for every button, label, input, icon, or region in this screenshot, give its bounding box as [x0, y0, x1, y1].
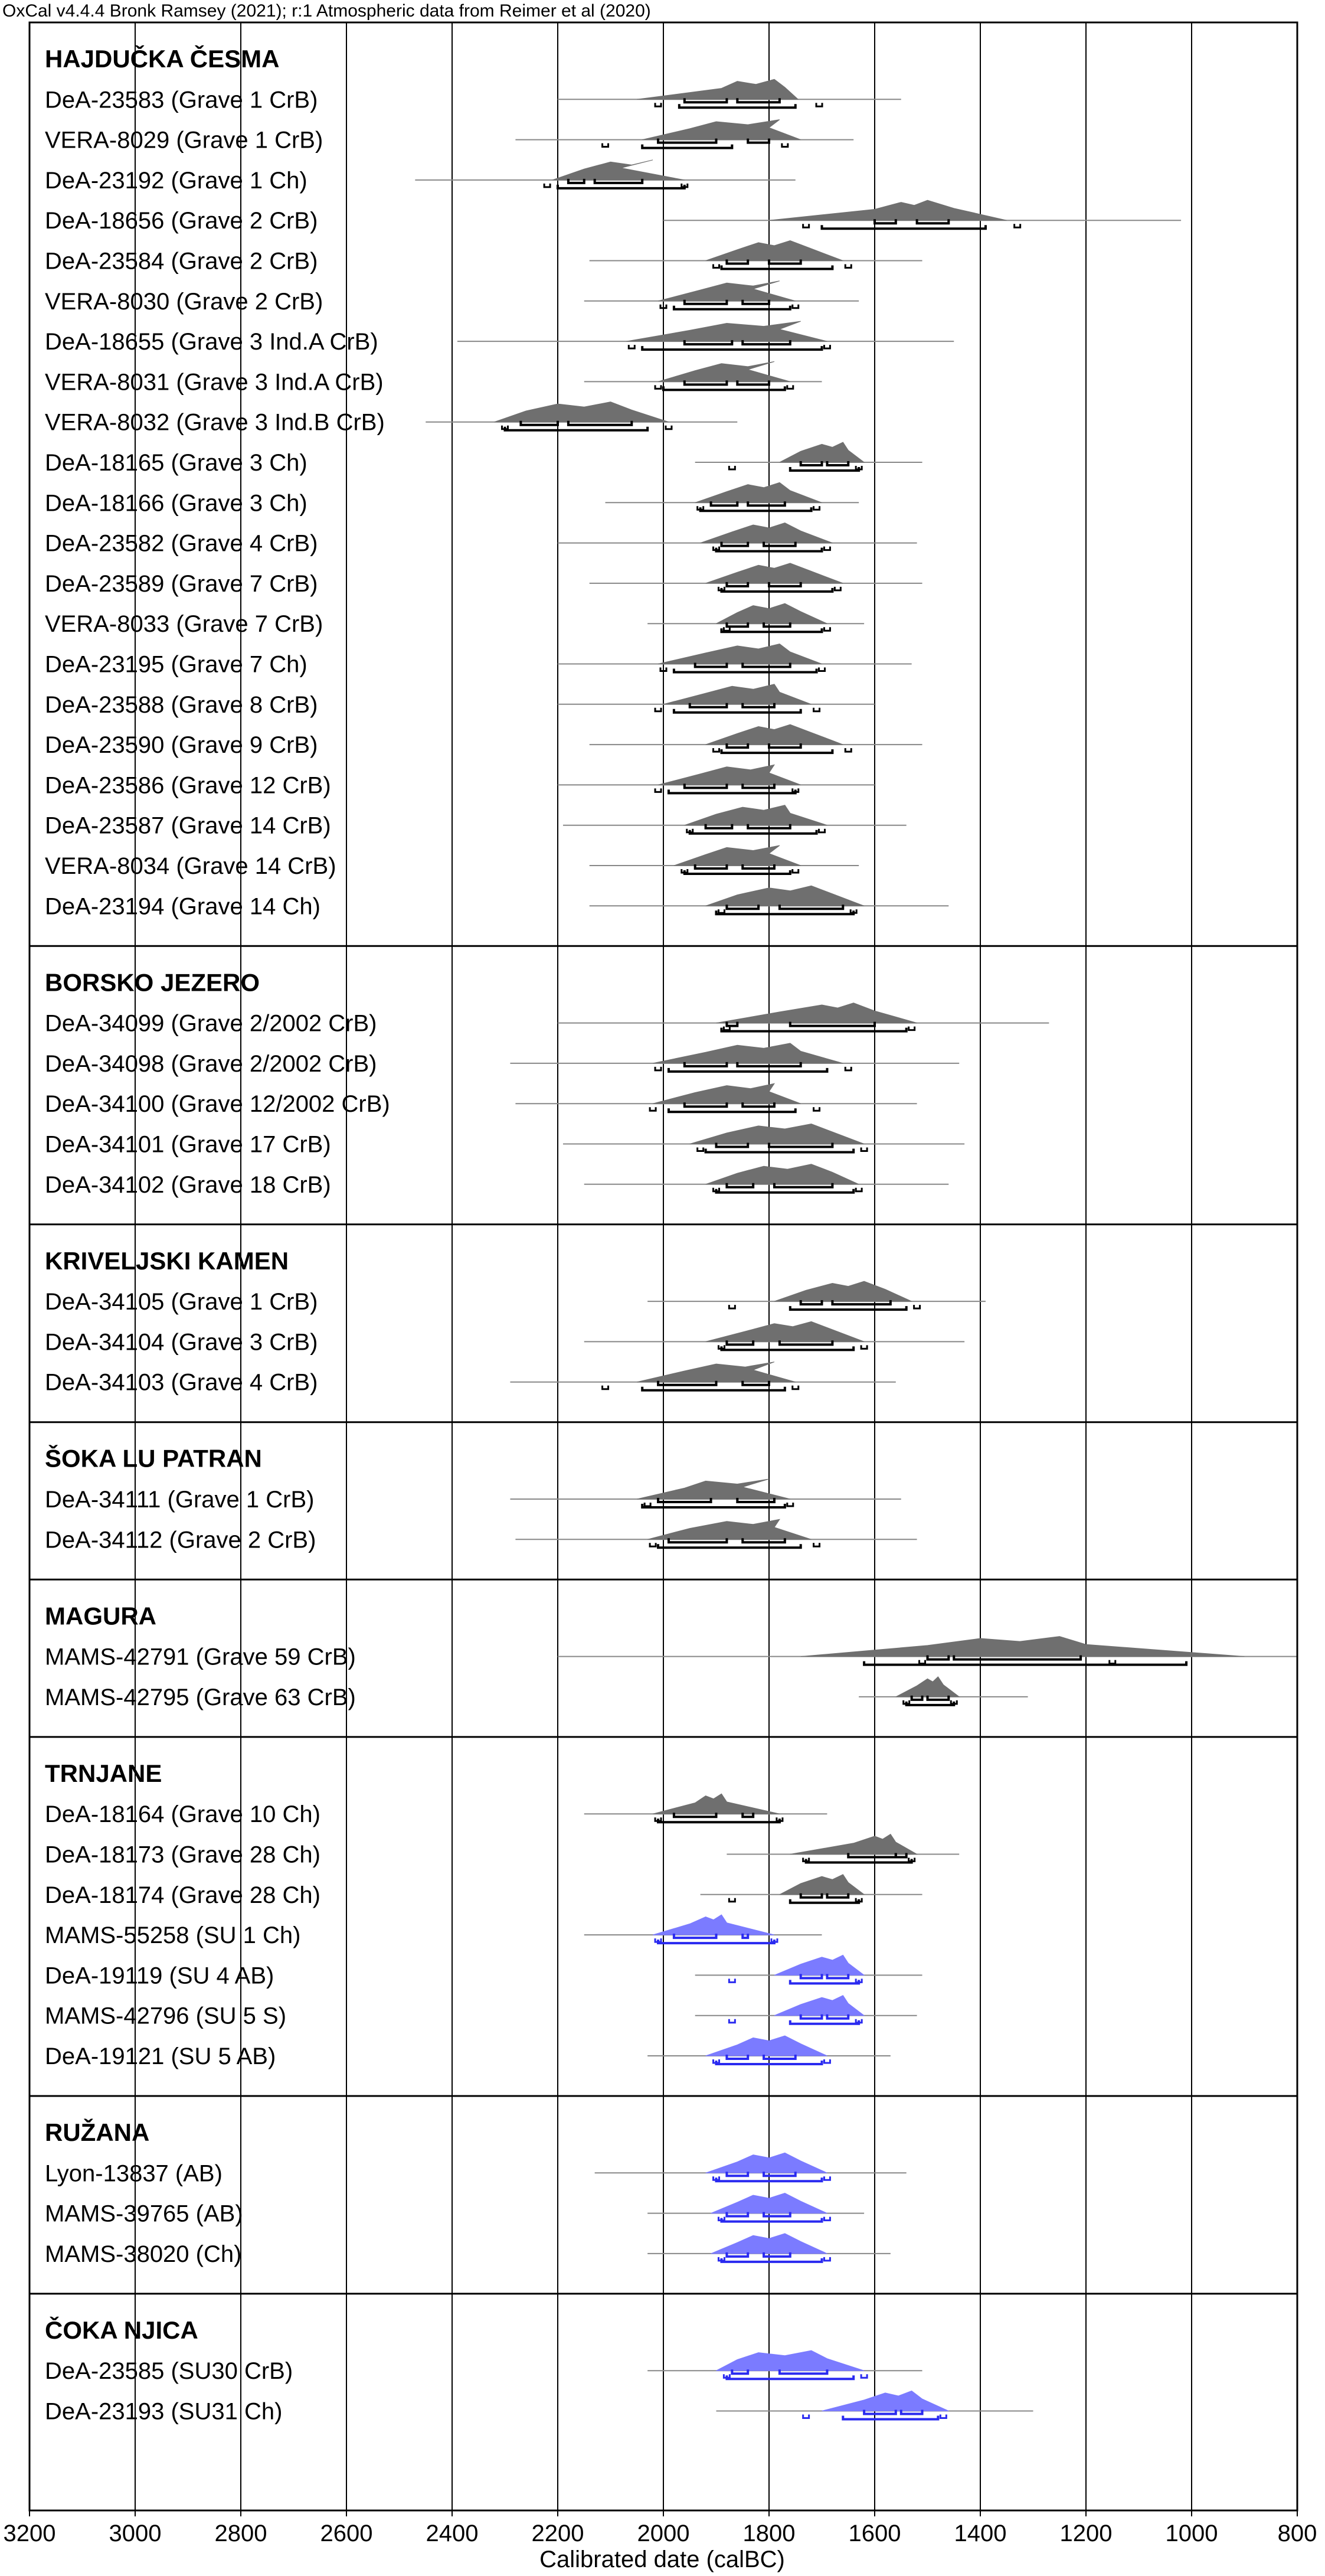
row-label: VERA-8031 (Grave 3 Ind.A CrB) — [45, 369, 384, 396]
row-label: DeA-18173 (Grave 28 Ch) — [45, 1842, 320, 1868]
range-95 — [669, 789, 796, 793]
probability-distribution — [706, 563, 843, 583]
probability-distribution — [658, 765, 801, 785]
probability-distribution — [658, 281, 796, 301]
range-segment — [729, 1978, 735, 1982]
probability-distribution — [658, 361, 790, 381]
probability-distribution — [822, 2391, 949, 2411]
range-segment — [714, 265, 719, 268]
row-label: DeA-34101 (Grave 17 CrB) — [45, 1131, 331, 1158]
probability-distribution — [552, 160, 685, 180]
row-label: DeA-34105 (Grave 1 CrB) — [45, 1289, 318, 1315]
range-segment — [782, 143, 788, 147]
probability-distribution — [653, 1083, 801, 1103]
range-95 — [679, 104, 796, 107]
range-segment — [603, 1386, 608, 1389]
row-label: DeA-23583 (Grave 1 CrB) — [45, 87, 318, 113]
row-label: VERA-8029 (Grave 1 CrB) — [45, 127, 323, 154]
row-label: DeA-23195 (Grave 7 Ch) — [45, 651, 307, 678]
range-95 — [674, 709, 801, 713]
range-segment — [835, 587, 840, 590]
range-95 — [721, 266, 832, 269]
range-segment — [824, 2257, 830, 2261]
plot-rows — [45, 44, 1297, 2425]
range-segment — [729, 2019, 735, 2023]
range-95 — [642, 346, 822, 350]
range-segment — [1015, 224, 1020, 227]
range-segment — [787, 1503, 793, 1506]
range-segment — [629, 345, 634, 348]
range-segment — [909, 1027, 915, 1030]
range-segment — [655, 103, 661, 106]
range-95 — [721, 1346, 853, 1350]
range-95 — [685, 870, 790, 874]
range-segment — [729, 1898, 735, 1902]
range-segment — [1110, 1660, 1115, 1664]
range-95 — [717, 1189, 854, 1193]
probability-distribution — [706, 241, 843, 261]
probability-distribution — [706, 1164, 859, 1184]
row-label: DeA-23584 (Grave 2 CrB) — [45, 248, 318, 275]
probability-distribution — [647, 1519, 811, 1539]
x-tick-label: 2200 — [531, 2521, 584, 2546]
row-label: MAMS-39765 (AB) — [45, 2200, 243, 2227]
range-95 — [674, 306, 790, 309]
range-95 — [721, 749, 832, 753]
range-95 — [721, 2258, 822, 2262]
range-segment — [793, 305, 799, 308]
row-label: DeA-18164 (Grave 10 Ch) — [45, 1801, 320, 1828]
probability-distribution — [701, 523, 833, 543]
range-segment — [544, 184, 550, 187]
probability-distribution — [495, 402, 669, 422]
probability-distribution — [637, 79, 798, 99]
probability-distribution — [653, 1915, 774, 1935]
range-95 — [790, 1980, 859, 1983]
range-segment — [856, 1188, 862, 1191]
range-95 — [721, 588, 832, 592]
probability-distribution — [695, 482, 822, 502]
range-segment — [655, 1067, 661, 1070]
range-95 — [806, 1859, 912, 1863]
row-label: MAMS-42796 (SU 5 S) — [45, 2003, 287, 2029]
x-tick-label: 3200 — [3, 2521, 56, 2546]
probability-distribution — [690, 1124, 864, 1144]
range-95 — [717, 910, 854, 914]
probability-distribution — [653, 1794, 780, 1814]
probability-distribution — [774, 1281, 912, 1301]
range-95 — [658, 1544, 801, 1547]
row-label: DeA-23587 (Grave 14 CrB) — [45, 812, 331, 839]
range-segment — [603, 143, 608, 147]
range-95 — [721, 1028, 906, 1031]
range-95 — [669, 1108, 796, 1112]
range-95 — [721, 2218, 822, 2222]
range-segment — [814, 506, 820, 510]
range-95 — [558, 185, 685, 188]
x-tick-label: 1200 — [1059, 2521, 1113, 2546]
range-segment — [650, 1107, 656, 1111]
row-label: DeA-23588 (Grave 8 CrB) — [45, 691, 318, 718]
x-tick-label: 1600 — [848, 2521, 901, 2546]
range-segment — [814, 1107, 820, 1111]
row-label: VERA-8032 (Grave 3 Ind.B CrB) — [45, 409, 385, 436]
x-tick-label: 1400 — [954, 2521, 1007, 2546]
x-axis — [4, 2510, 1317, 2546]
range-segment — [861, 1345, 867, 1349]
row-label: DeA-18174 (Grave 28 Ch) — [45, 1882, 320, 1908]
group-title: BORSKO JEZERO — [45, 968, 260, 997]
probability-distribution — [637, 1479, 790, 1499]
row-label: DeA-18166 (Grave 3 Ch) — [45, 490, 307, 517]
x-tick-label: 2000 — [637, 2521, 690, 2546]
range-segment — [655, 788, 661, 792]
probability-distribution — [658, 644, 822, 664]
range-segment — [819, 829, 825, 832]
row-label: VERA-8030 (Grave 2 CrB) — [45, 288, 323, 315]
range-segment — [650, 1543, 656, 1546]
range-segment — [793, 1386, 799, 1389]
range-segment — [920, 1660, 925, 1664]
range-95 — [505, 427, 648, 430]
range-segment — [824, 2059, 830, 2063]
row-label: DeA-23192 (Grave 1 Ch) — [45, 167, 307, 194]
range-segment — [718, 909, 724, 913]
range-segment — [803, 224, 809, 227]
range-95 — [790, 467, 859, 471]
x-axis-title: Calibrated date (calBC) — [539, 2546, 785, 2572]
range-segment — [824, 2176, 830, 2180]
range-segment — [787, 385, 793, 388]
chart-header: OxCal v4.4.4 Bronk Ramsey (2021); r:1 Atmospheric data from Reimer et al (2020) — [2, 1, 651, 21]
range-95 — [907, 1702, 954, 1705]
range-95 — [822, 225, 986, 228]
probability-distribution — [706, 886, 865, 906]
range-segment — [824, 547, 830, 550]
range-segment — [814, 708, 820, 711]
x-tick-label: 2800 — [214, 2521, 267, 2546]
group-title: KRIVELJSKI KAMEN — [45, 1246, 289, 1275]
range-95 — [658, 1818, 780, 1822]
probability-distribution — [642, 120, 801, 140]
range-segment — [824, 627, 830, 631]
row-label: DeA-18655 (Grave 3 Ind.A CrB) — [45, 329, 378, 355]
row-label: MAMS-42795 (Grave 63 CrB) — [45, 1684, 356, 1710]
probability-distribution — [706, 2153, 827, 2173]
range-segment — [845, 1067, 851, 1070]
range-95 — [690, 830, 817, 834]
range-segment — [803, 2415, 809, 2418]
range-segment — [845, 748, 851, 752]
group-title: HAJDUČKA ČESMA — [45, 45, 280, 73]
x-tick-label: 800 — [1277, 2521, 1317, 2546]
row-label: Lyon-13837 (AB) — [45, 2160, 223, 2187]
range-95 — [642, 145, 732, 148]
range-segment — [655, 385, 661, 388]
range-segment — [644, 1503, 650, 1506]
probability-distribution — [637, 1362, 796, 1382]
range-segment — [819, 668, 825, 671]
range-segment — [793, 869, 799, 873]
range-95 — [721, 628, 822, 632]
probability-distribution — [790, 1834, 917, 1855]
row-label: DeA-19121 (SU 5 AB) — [45, 2043, 276, 2069]
row-label: MAMS-38020 (Ch) — [45, 2241, 242, 2267]
probability-distribution — [774, 1955, 864, 1975]
probability-distribution — [769, 200, 1007, 220]
row-label: VERA-8033 (Grave 7 CrB) — [45, 611, 323, 638]
probability-distribution — [717, 603, 827, 623]
range-segment — [814, 1543, 820, 1546]
row-label: DeA-34112 (Grave 2 CrB) — [45, 1527, 316, 1553]
range-95 — [663, 386, 785, 390]
row-label: DeA-23193 (SU31 Ch) — [45, 2398, 283, 2425]
probability-distribution — [706, 724, 843, 745]
row-label: DeA-34100 (Grave 12/2002 CrB) — [45, 1091, 390, 1118]
range-segment — [861, 2374, 867, 2378]
range-segment — [666, 426, 672, 429]
probability-distribution — [896, 1677, 959, 1697]
x-tick-label: 2400 — [426, 2521, 479, 2546]
row-label: DeA-34104 (Grave 3 CrB) — [45, 1329, 318, 1356]
range-segment — [698, 1148, 704, 1151]
range-segment — [714, 748, 719, 752]
range-segment — [655, 708, 661, 711]
range-95 — [790, 2020, 859, 2024]
row-label: DeA-18656 (Grave 2 CrB) — [45, 208, 318, 234]
range-segment — [816, 103, 822, 106]
row-label: DeA-23194 (Grave 14 Ch) — [45, 893, 320, 920]
range-95 — [727, 2375, 853, 2379]
x-tick-label: 1800 — [742, 2521, 796, 2546]
range-segment — [845, 265, 851, 268]
row-label: DeA-23589 (Grave 7 CrB) — [45, 570, 318, 597]
probability-distribution — [780, 442, 864, 462]
group-title: TRNJANE — [45, 1759, 162, 1787]
x-tick-label: 3000 — [109, 2521, 162, 2546]
range-segment — [729, 1305, 735, 1308]
probability-distribution — [717, 2350, 865, 2371]
row-label: DeA-34102 (Grave 18 CrB) — [45, 1171, 331, 1198]
range-95 — [790, 1899, 859, 1903]
probability-distribution — [706, 2036, 827, 2056]
row-label: DeA-23586 (Grave 12 CrB) — [45, 772, 331, 799]
range-95 — [706, 1149, 854, 1152]
row-label: DeA-19119 (SU 4 AB) — [45, 1963, 274, 1989]
row-label: DeA-23585 (SU30 CrB) — [45, 2358, 293, 2385]
row-label: VERA-8034 (Grave 14 CrB) — [45, 853, 336, 879]
probability-distribution — [706, 1321, 865, 1341]
range-segment — [861, 1148, 867, 1151]
row-label: DeA-23582 (Grave 4 CrB) — [45, 530, 318, 557]
range-segment — [940, 2415, 946, 2418]
range-95 — [843, 2416, 938, 2420]
grid — [135, 22, 1192, 2510]
range-segment — [729, 466, 735, 469]
row-label: DeA-34098 (Grave 2/2002 CrB) — [45, 1050, 377, 1077]
probability-distribution — [717, 1003, 917, 1023]
range-95 — [864, 1661, 1186, 1665]
probability-distribution — [626, 321, 827, 341]
probability-distribution — [801, 1637, 1245, 1657]
row-label: DeA-34111 (Grave 1 CrB) — [45, 1487, 315, 1513]
group-title: MAGURA — [45, 1602, 156, 1630]
range-segment — [824, 2217, 830, 2221]
row-label: DeA-23590 (Grave 9 CrB) — [45, 732, 318, 759]
probability-distribution — [774, 1996, 864, 2016]
probability-distribution — [685, 805, 827, 825]
probability-distribution — [653, 1043, 843, 1063]
range-95 — [790, 1306, 907, 1310]
row-label: DeA-34099 (Grave 2/2002 CrB) — [45, 1010, 377, 1037]
probability-distribution — [674, 845, 801, 866]
range-95 — [674, 669, 817, 672]
row-label: DeA-34103 (Grave 4 CrB) — [45, 1369, 318, 1396]
probability-distribution — [663, 684, 812, 704]
range-95 — [701, 507, 812, 511]
row-label: MAMS-55258 (SU 1 Ch) — [45, 1922, 301, 1949]
probability-distribution — [780, 1875, 864, 1895]
range-segment — [824, 345, 830, 348]
range-95 — [669, 1068, 827, 1072]
row-label: MAMS-42791 (Grave 59 CrB) — [45, 1644, 356, 1670]
x-tick-label: 1000 — [1165, 2521, 1218, 2546]
group-title: RUŽANA — [45, 2118, 150, 2146]
x-tick-label: 2600 — [320, 2521, 373, 2546]
group-title: ŠOKA LU PATRAN — [45, 1444, 262, 1473]
row-label: DeA-18165 (Grave 3 Ch) — [45, 450, 307, 476]
range-segment — [914, 1305, 920, 1308]
group-title: ČOKA NJICA — [45, 2316, 198, 2344]
range-95 — [658, 1940, 774, 1943]
